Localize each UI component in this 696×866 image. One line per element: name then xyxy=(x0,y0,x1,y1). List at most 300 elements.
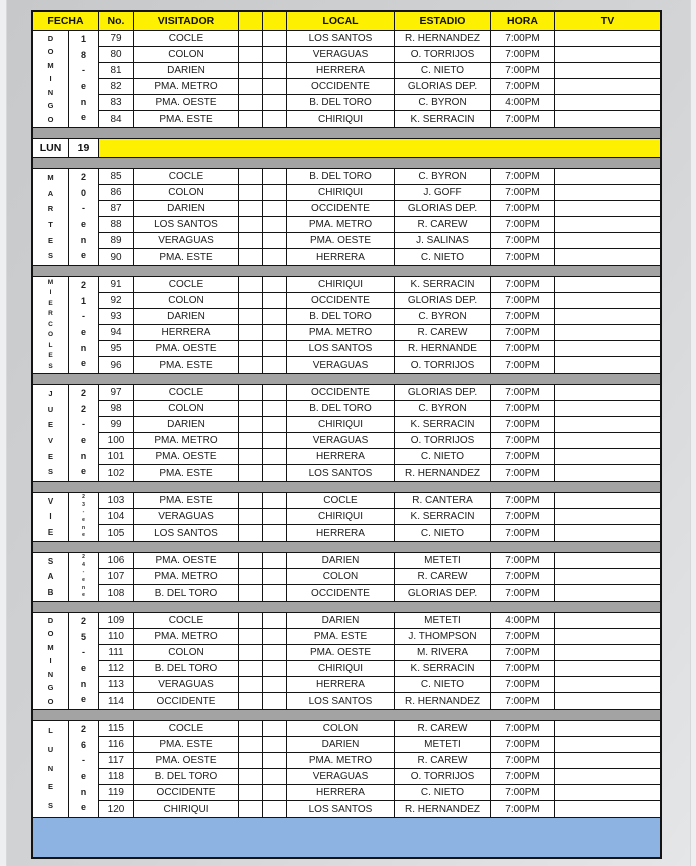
game-time: 7:00PM xyxy=(491,553,555,568)
tv-cell xyxy=(555,737,660,752)
visitor-team: COLON xyxy=(134,645,239,660)
stadium-name: R. HERNANDEZ xyxy=(395,801,491,817)
schedule-table xyxy=(31,10,662,859)
blank-cell xyxy=(239,111,263,127)
blank-cell xyxy=(239,95,263,110)
stadium-name: O. TORRIJOS xyxy=(395,47,491,62)
game-row xyxy=(99,249,660,265)
game-row xyxy=(99,629,660,645)
visitor-team: VERAGUAS xyxy=(134,677,239,692)
game-number: 110 xyxy=(99,629,134,644)
game-number: 81 xyxy=(99,63,134,78)
stadium-name: K. SERRACIN xyxy=(395,509,491,524)
tv-cell xyxy=(555,433,660,448)
visitor-team: COCLE xyxy=(134,31,239,46)
day-block xyxy=(33,553,660,601)
game-row xyxy=(99,753,660,769)
day-block xyxy=(33,31,660,127)
day-name-vertical: V I E xyxy=(33,493,69,541)
game-number: 89 xyxy=(99,233,134,248)
visitor-team: DARIEN xyxy=(134,309,239,324)
visitor-team: COCLE xyxy=(134,277,239,292)
stadium-name: R. CAREW xyxy=(395,325,491,340)
stadium-name: C. NIETO xyxy=(395,249,491,265)
stadium-name: R. HERNANDEZ xyxy=(395,693,491,709)
stadium-name: C. NIETO xyxy=(395,677,491,692)
game-row xyxy=(99,31,660,47)
visitor-team: VERAGUAS xyxy=(134,233,239,248)
header-blank-2 xyxy=(263,12,287,30)
local-team: B. DEL TORO xyxy=(287,169,395,184)
local-team: LOS SANTOS xyxy=(287,465,395,481)
tv-cell xyxy=(555,645,660,660)
game-time: 7:00PM xyxy=(491,63,555,78)
stadium-name: J. GOFF xyxy=(395,185,491,200)
games-rows xyxy=(99,31,660,127)
blank-cell xyxy=(239,737,263,752)
game-time: 7:00PM xyxy=(491,465,555,481)
visitor-team: PMA. METRO xyxy=(134,569,239,584)
local-team: HERRERA xyxy=(287,677,395,692)
game-row xyxy=(99,613,660,629)
stadium-name: GLORIAS DEP. xyxy=(395,79,491,94)
day-name-vertical: M A R T E S xyxy=(33,169,69,265)
tv-cell xyxy=(555,217,660,232)
game-time: 7:00PM xyxy=(491,201,555,216)
game-number: 101 xyxy=(99,449,134,464)
tv-cell xyxy=(555,293,660,308)
local-team: PMA. METRO xyxy=(287,217,395,232)
stadium-name: O. TORRIJOS xyxy=(395,433,491,448)
local-team: VERAGUAS xyxy=(287,769,395,784)
local-team: CHIRIQUI xyxy=(287,111,395,127)
visitor-team: OCCIDENTE xyxy=(134,785,239,800)
local-team: PMA. ESTE xyxy=(287,629,395,644)
local-team: OCCIDENTE xyxy=(287,293,395,308)
blank-cell xyxy=(239,249,263,265)
game-row xyxy=(99,233,660,249)
stadium-name: J. THOMPSON xyxy=(395,629,491,644)
game-number: 114 xyxy=(99,693,134,709)
game-time: 7:00PM xyxy=(491,185,555,200)
tv-cell xyxy=(555,249,660,265)
blank-cell xyxy=(239,233,263,248)
local-team: DARIEN xyxy=(287,553,395,568)
blank-cell xyxy=(263,553,287,568)
game-time: 7:00PM xyxy=(491,293,555,308)
blank-cell xyxy=(263,169,287,184)
game-time: 7:00PM xyxy=(491,325,555,340)
day-name-vertical: D O M I N G O xyxy=(33,31,69,127)
local-team: PMA. OESTE xyxy=(287,233,395,248)
game-row xyxy=(99,493,660,509)
tv-cell xyxy=(555,753,660,768)
header-no: No. xyxy=(99,12,134,30)
stadium-name: M. RIVERA xyxy=(395,645,491,660)
game-time: 7:00PM xyxy=(491,509,555,524)
games-rows xyxy=(99,277,660,373)
visitor-team: PMA. ESTE xyxy=(134,111,239,127)
local-team: DARIEN xyxy=(287,613,395,628)
local-team: VERAGUAS xyxy=(287,357,395,373)
tv-cell xyxy=(555,569,660,584)
stadium-name: METETI xyxy=(395,613,491,628)
visitor-team: COCLE xyxy=(134,169,239,184)
blank-cell xyxy=(263,341,287,356)
blank-cell xyxy=(263,95,287,110)
visitor-team: PMA. ESTE xyxy=(134,357,239,373)
divider-highlight-bar xyxy=(99,139,660,157)
date-vertical: 2 1 - e n e xyxy=(69,277,99,373)
local-team: COCLE xyxy=(287,493,395,508)
blank-cell xyxy=(239,493,263,508)
blank-cell xyxy=(239,47,263,62)
game-row xyxy=(99,553,660,569)
stadium-name: R. CAREW xyxy=(395,753,491,768)
stadium-name: R. CAREW xyxy=(395,721,491,736)
game-number: 105 xyxy=(99,525,134,541)
game-row xyxy=(99,721,660,737)
game-time: 7:00PM xyxy=(491,661,555,676)
stadium-name: C. NIETO xyxy=(395,63,491,78)
blank-cell xyxy=(263,31,287,46)
blank-cell xyxy=(263,677,287,692)
tv-cell xyxy=(555,721,660,736)
local-team: COLON xyxy=(287,721,395,736)
visitor-team: PMA. OESTE xyxy=(134,449,239,464)
table-header-row xyxy=(33,12,660,31)
game-time: 7:00PM xyxy=(491,629,555,644)
blank-cell xyxy=(239,645,263,660)
game-row xyxy=(99,95,660,111)
visitor-team: DARIEN xyxy=(134,417,239,432)
game-row xyxy=(99,661,660,677)
stadium-name: R. CANTERA xyxy=(395,493,491,508)
game-number: 93 xyxy=(99,309,134,324)
blank-cell xyxy=(239,613,263,628)
day-block xyxy=(33,169,660,265)
stadium-name: GLORIAS DEP. xyxy=(395,385,491,400)
blank-cell xyxy=(263,401,287,416)
game-time: 7:00PM xyxy=(491,47,555,62)
stadium-name: C. BYRON xyxy=(395,401,491,416)
blank-cell xyxy=(239,677,263,692)
blank-cell xyxy=(263,309,287,324)
blank-cell xyxy=(263,357,287,373)
blank-cell xyxy=(263,785,287,800)
games-rows xyxy=(99,493,660,541)
visitor-team: COLON xyxy=(134,185,239,200)
game-number: 120 xyxy=(99,801,134,817)
page-edge-right xyxy=(690,0,696,866)
visitor-team: B. DEL TORO xyxy=(134,769,239,784)
tv-cell xyxy=(555,111,660,127)
blank-cell xyxy=(263,801,287,817)
visitor-team: PMA. ESTE xyxy=(134,465,239,481)
game-row xyxy=(99,509,660,525)
blank-cell xyxy=(263,585,287,601)
header-blank-1 xyxy=(239,12,263,30)
blank-cell xyxy=(263,737,287,752)
blank-cell xyxy=(263,249,287,265)
games-rows xyxy=(99,721,660,817)
stadium-name: R. CAREW xyxy=(395,217,491,232)
date-vertical: 2 4 - e n e xyxy=(69,553,99,601)
blank-cell xyxy=(263,493,287,508)
game-number: 118 xyxy=(99,769,134,784)
day-block xyxy=(33,493,660,541)
game-row xyxy=(99,63,660,79)
tv-cell xyxy=(555,357,660,373)
stadium-name: R. HERNANDEZ xyxy=(395,31,491,46)
game-number: 91 xyxy=(99,277,134,292)
game-time: 7:00PM xyxy=(491,217,555,232)
tv-cell xyxy=(555,613,660,628)
game-number: 113 xyxy=(99,677,134,692)
date-vertical: 2 6 - e n e xyxy=(69,721,99,817)
tv-cell xyxy=(555,385,660,400)
game-time: 7:00PM xyxy=(491,585,555,601)
stadium-name: C. NIETO xyxy=(395,785,491,800)
divider-day-label: LUN xyxy=(33,139,69,157)
game-time: 7:00PM xyxy=(491,249,555,265)
blank-cell xyxy=(239,449,263,464)
game-row xyxy=(99,357,660,373)
local-team: B. DEL TORO xyxy=(287,95,395,110)
visitor-team: PMA. ESTE xyxy=(134,737,239,752)
tv-cell xyxy=(555,661,660,676)
games-rows xyxy=(99,385,660,481)
tv-cell xyxy=(555,629,660,644)
game-number: 119 xyxy=(99,785,134,800)
local-team: B. DEL TORO xyxy=(287,401,395,416)
game-number: 92 xyxy=(99,293,134,308)
tv-cell xyxy=(555,785,660,800)
tv-cell xyxy=(555,95,660,110)
blank-cell xyxy=(263,185,287,200)
game-time: 7:00PM xyxy=(491,569,555,584)
blank-cell xyxy=(239,661,263,676)
tv-cell xyxy=(555,169,660,184)
game-row xyxy=(99,111,660,127)
visitor-team: COLON xyxy=(134,293,239,308)
local-team: CHIRIQUI xyxy=(287,661,395,676)
game-row xyxy=(99,277,660,293)
date-vertical: 1 8 - e n e xyxy=(69,31,99,127)
date-vertical: 2 2 - e n e xyxy=(69,385,99,481)
blank-cell xyxy=(239,569,263,584)
local-team: OCCIDENTE xyxy=(287,585,395,601)
games-rows xyxy=(99,553,660,601)
game-number: 106 xyxy=(99,553,134,568)
game-number: 104 xyxy=(99,509,134,524)
blank-cell xyxy=(239,753,263,768)
stadium-name: METETI xyxy=(395,553,491,568)
visitor-team: LOS SANTOS xyxy=(134,525,239,541)
stadium-name: METETI xyxy=(395,737,491,752)
day-block xyxy=(33,277,660,373)
blank-cell xyxy=(263,769,287,784)
stadium-name: K. SERRACIN xyxy=(395,417,491,432)
local-team: PMA. METRO xyxy=(287,753,395,768)
game-number: 90 xyxy=(99,249,134,265)
game-row xyxy=(99,449,660,465)
blank-cell xyxy=(239,293,263,308)
local-team: VERAGUAS xyxy=(287,47,395,62)
tv-cell xyxy=(555,693,660,709)
game-time: 7:00PM xyxy=(491,385,555,400)
game-number: 96 xyxy=(99,357,134,373)
blank-cell xyxy=(239,465,263,481)
section-gap xyxy=(33,601,660,613)
blank-cell xyxy=(239,277,263,292)
game-number: 94 xyxy=(99,325,134,340)
visitor-team: B. DEL TORO xyxy=(134,585,239,601)
blank-cell xyxy=(263,325,287,340)
date-vertical: 2 5 - e n e xyxy=(69,613,99,709)
game-row xyxy=(99,645,660,661)
game-time: 7:00PM xyxy=(491,341,555,356)
blank-cell xyxy=(263,277,287,292)
visitor-team: PMA. METRO xyxy=(134,629,239,644)
local-team: LOS SANTOS xyxy=(287,341,395,356)
local-team: LOS SANTOS xyxy=(287,801,395,817)
blank-cell xyxy=(239,201,263,216)
tv-cell xyxy=(555,509,660,524)
blank-cell xyxy=(239,79,263,94)
blank-cell xyxy=(263,233,287,248)
game-time: 7:00PM xyxy=(491,801,555,817)
blank-cell xyxy=(263,569,287,584)
visitor-team: COCLE xyxy=(134,721,239,736)
visitor-team: PMA. ESTE xyxy=(134,249,239,265)
header-fecha: FECHA xyxy=(33,12,99,30)
visitor-team: DARIEN xyxy=(134,63,239,78)
local-team: DARIEN xyxy=(287,737,395,752)
game-number: 107 xyxy=(99,569,134,584)
game-number: 79 xyxy=(99,31,134,46)
tv-cell xyxy=(555,465,660,481)
blank-cell xyxy=(239,309,263,324)
blank-cell xyxy=(263,47,287,62)
blank-cell xyxy=(263,509,287,524)
game-row xyxy=(99,801,660,817)
game-row xyxy=(99,585,660,601)
blank-cell xyxy=(239,31,263,46)
section-gap xyxy=(33,373,660,385)
game-row xyxy=(99,47,660,63)
tv-cell xyxy=(555,677,660,692)
game-time: 7:00PM xyxy=(491,169,555,184)
game-row xyxy=(99,385,660,401)
game-time: 7:00PM xyxy=(491,433,555,448)
game-time: 7:00PM xyxy=(491,233,555,248)
game-row xyxy=(99,465,660,481)
blank-cell xyxy=(263,293,287,308)
game-time: 7:00PM xyxy=(491,769,555,784)
visitor-team: COCLE xyxy=(134,613,239,628)
game-row xyxy=(99,309,660,325)
blank-cell xyxy=(239,341,263,356)
visitor-team: COLON xyxy=(134,47,239,62)
tv-cell xyxy=(555,79,660,94)
stadium-name: J. SALINAS xyxy=(395,233,491,248)
blank-cell xyxy=(239,629,263,644)
game-row xyxy=(99,769,660,785)
visitor-team: PMA. OESTE xyxy=(134,95,239,110)
local-team: OCCIDENTE xyxy=(287,201,395,216)
stadium-name: K. SERRACIN xyxy=(395,661,491,676)
game-row xyxy=(99,785,660,801)
day-name-vertical: J U E V E S xyxy=(33,385,69,481)
local-team: HERRERA xyxy=(287,785,395,800)
blank-cell xyxy=(263,385,287,400)
blank-cell xyxy=(263,217,287,232)
blank-cell xyxy=(263,753,287,768)
local-team: B. DEL TORO xyxy=(287,309,395,324)
visitor-team: HERRERA xyxy=(134,325,239,340)
tv-cell xyxy=(555,417,660,432)
game-number: 102 xyxy=(99,465,134,481)
stadium-name: O. TORRIJOS xyxy=(395,357,491,373)
game-number: 83 xyxy=(99,95,134,110)
blank-cell xyxy=(239,433,263,448)
game-time: 7:00PM xyxy=(491,493,555,508)
game-row xyxy=(99,693,660,709)
local-team: HERRERA xyxy=(287,63,395,78)
game-time: 4:00PM xyxy=(491,95,555,110)
game-number: 103 xyxy=(99,493,134,508)
visitor-team: PMA. METRO xyxy=(134,79,239,94)
game-time: 7:00PM xyxy=(491,753,555,768)
blank-cell xyxy=(263,449,287,464)
game-time: 7:00PM xyxy=(491,525,555,541)
blank-cell xyxy=(239,525,263,541)
game-row xyxy=(99,201,660,217)
blank-cell xyxy=(263,693,287,709)
blank-cell xyxy=(263,613,287,628)
game-row xyxy=(99,79,660,95)
tv-cell xyxy=(555,401,660,416)
game-number: 98 xyxy=(99,401,134,416)
visitor-team: B. DEL TORO xyxy=(134,661,239,676)
blank-cell xyxy=(239,417,263,432)
visitor-team: PMA. OESTE xyxy=(134,753,239,768)
game-time: 7:00PM xyxy=(491,111,555,127)
stadium-name: R. CAREW xyxy=(395,569,491,584)
game-time: 7:00PM xyxy=(491,357,555,373)
blank-cell xyxy=(239,509,263,524)
section-gap xyxy=(33,127,660,139)
day-name-vertical: S A B xyxy=(33,553,69,601)
visitor-team: COCLE xyxy=(134,385,239,400)
game-row xyxy=(99,401,660,417)
tv-cell xyxy=(555,31,660,46)
visitor-team: LOS SANTOS xyxy=(134,217,239,232)
tv-cell xyxy=(555,325,660,340)
blank-cell xyxy=(263,525,287,541)
blank-cell xyxy=(239,693,263,709)
day-block xyxy=(33,385,660,481)
blank-cell xyxy=(239,401,263,416)
blank-cell xyxy=(239,385,263,400)
section-gap xyxy=(33,481,660,493)
stadium-name: R. HERNANDE xyxy=(395,341,491,356)
game-row xyxy=(99,293,660,309)
game-number: 116 xyxy=(99,737,134,752)
local-team: VERAGUAS xyxy=(287,433,395,448)
game-row xyxy=(99,325,660,341)
